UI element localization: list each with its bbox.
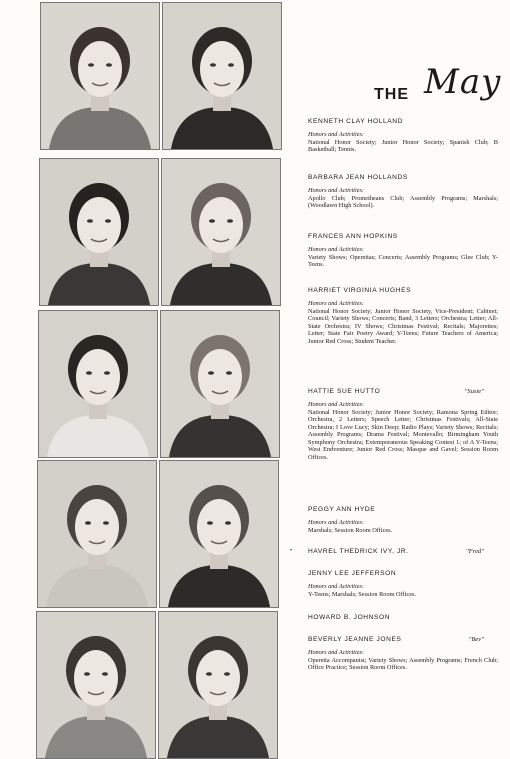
student-name: KENNETH CLAY HOLLAND: [308, 118, 403, 125]
activities-text: Operetta Accompanist; Variety Shows; Assembly Programs; French Club; Office Practice; Session Room Offices.: [308, 656, 498, 671]
portrait-eye: [206, 672, 212, 676]
portrait-eye: [103, 521, 109, 525]
portrait-eye: [208, 371, 214, 375]
portrait-photo: [37, 460, 157, 608]
student-nickname: "Bev": [468, 636, 484, 643]
portrait-face: [76, 349, 120, 405]
portrait-photo: [158, 611, 278, 759]
portrait-face: [197, 499, 241, 555]
student-entry: [308, 118, 498, 154]
portrait-eye: [104, 371, 110, 375]
portrait-eye: [86, 371, 92, 375]
portrait-svg: [162, 159, 280, 305]
portrait-face: [77, 197, 121, 253]
student-name: FRANCES ANN HOPKINS: [308, 233, 398, 240]
portrait-eye: [105, 219, 111, 223]
activities-text: Marshals; Session Room Offices.: [308, 526, 393, 534]
portrait-photo: [161, 158, 281, 306]
student-entry: [308, 506, 498, 534]
portrait-svg: [161, 311, 279, 457]
portrait-face: [200, 41, 244, 97]
student-name: BARBARA JEAN HOLLANDS: [308, 174, 408, 181]
activities-text: National Honor Society; Junior Honor Society; Ramona Spring Editor; Orchestra, 2 Letters; Speech Letter; Christmas Festivals; All-State Orchestra; I Love Lucy; Skin Deep; Radio Plays; Variety Shows; Recitals; Assembly Programs; Drama Festival; Montevallo; Birmingham Youth Symphony Orchestra; Extemporaneous Speaking Contest 1; of A Y-Teens; West Endventure; Junior Red Cross; Masque and Gavel; Session Room Offices.: [308, 408, 498, 461]
portrait-svg: [160, 461, 278, 607]
portrait-photo: [40, 2, 160, 150]
activities-header: Honors and Activities:: [308, 187, 364, 194]
student-name: HAVREL THEDRICK IVY, JR.: [308, 548, 409, 555]
student-name: HARRIET VIRGINIA HUGHES: [308, 287, 412, 294]
student-entry: [308, 636, 498, 672]
portrait-face: [78, 41, 122, 97]
page-header: [374, 62, 510, 114]
student-entry: [308, 388, 498, 461]
portrait-svg: [39, 311, 157, 457]
bullet-mark: •: [290, 548, 293, 554]
student-entry: [308, 174, 498, 210]
activities-header: Honors and Activities:: [308, 583, 364, 590]
portrait-photo: [39, 158, 159, 306]
portrait-svg: [41, 3, 159, 149]
portrait-photo: [159, 460, 279, 608]
portrait-eye: [85, 521, 91, 525]
portrait-photo: [38, 310, 158, 458]
portrait-svg: [163, 3, 281, 149]
header-the: THE: [374, 86, 409, 103]
student-entry: [308, 570, 498, 598]
activities-text: National Honor Society; Junior Honor Society, Vice-President; Cabinet; Council; Variety Shows; Concerts; Band, 3 Letters; Orchestra; Letter; All-State Orchestra; IV Shows; Christmas Festival; Recitals; Majorettes; Letter; State Fair Poetry Award; Y-Teens; Future Teachers of America; Junior Red Cross; Student Teacher.: [308, 307, 498, 345]
activities-text: Variety Shows; Operettas; Concerts; Assembly Programs; Glee Club; Y-Teens.: [308, 253, 498, 268]
portrait-svg: [37, 612, 155, 758]
portrait-face: [196, 650, 240, 706]
activities-text: Y-Teens; Marshals; Session Room Offices.: [308, 590, 417, 598]
student-name: PEGGY ANN HYDE: [308, 506, 376, 513]
student-nickname: "Fred": [465, 548, 484, 555]
portrait-face: [199, 197, 243, 253]
portrait-column: [36, 0, 286, 751]
student-name: JENNY LEE JEFFERSON: [308, 570, 397, 577]
portrait-eye: [207, 521, 213, 525]
student-name: BEVERLY JEANNE JONES: [308, 636, 402, 643]
portrait-photo: [36, 611, 156, 759]
portrait-eye: [102, 672, 108, 676]
portrait-svg: [38, 461, 156, 607]
activities-header: Honors and Activities:: [308, 246, 364, 253]
portrait-face: [75, 499, 119, 555]
portrait-eye: [210, 63, 216, 67]
student-name: HATTIE SUE HUTTO: [308, 388, 381, 395]
header-may: May: [424, 62, 502, 102]
portrait-eye: [226, 371, 232, 375]
portrait-eye: [106, 63, 112, 67]
activities-header: Honors and Activities:: [308, 649, 364, 656]
student-entry: [308, 233, 498, 269]
activities-header: Honors and Activities:: [308, 519, 364, 526]
portrait-eye: [88, 63, 94, 67]
portrait-svg: [159, 612, 277, 758]
student-name: HOWARD B. JOHNSON: [308, 614, 391, 621]
portrait-svg: [40, 159, 158, 305]
student-entry: [308, 287, 498, 345]
portrait-eye: [227, 219, 233, 223]
portrait-eye: [84, 672, 90, 676]
student-entry: [290, 548, 498, 555]
portrait-photo: [162, 2, 282, 150]
portrait-photo: [160, 310, 280, 458]
portrait-eye: [228, 63, 234, 67]
activities-text: Apollo Club; Prometheans Club; Assembly Programs; Marshals; (Woodlawn High School).: [308, 194, 498, 209]
portrait-eye: [225, 521, 231, 525]
portrait-eye: [224, 672, 230, 676]
student-nickname: "Susie": [464, 388, 484, 395]
portrait-face: [74, 650, 118, 706]
portrait-eye: [209, 219, 215, 223]
activities-header: Honors and Activities:: [308, 401, 364, 408]
portrait-face: [198, 349, 242, 405]
portrait-eye: [87, 219, 93, 223]
activities-text: National Honor Society; Junior Honor Society; Spanish Club; B Basketball; Tennis.: [308, 138, 498, 153]
student-entry: [308, 614, 498, 621]
activities-header: Honors and Activities:: [308, 300, 364, 307]
activities-header: Honors and Activities:: [308, 131, 364, 138]
